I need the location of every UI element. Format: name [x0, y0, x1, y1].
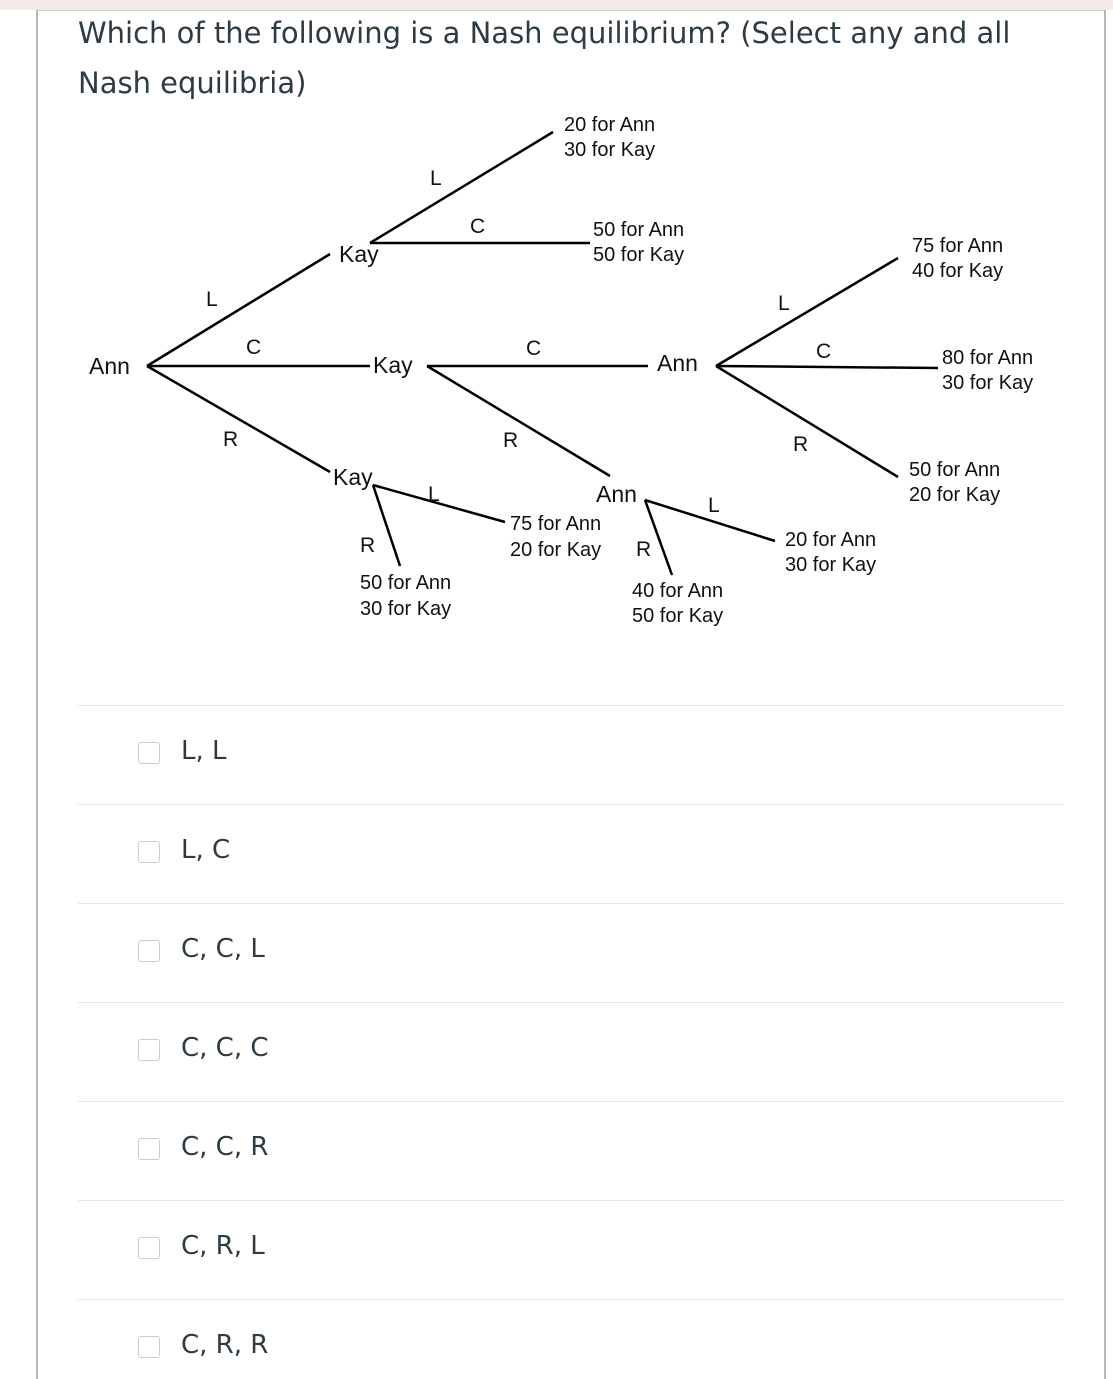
payoff-4-ann: 80 for Ann — [942, 347, 1034, 369]
node-kay-bot: Kay — [333, 464, 373, 490]
answer-option[interactable] — [78, 1200, 1064, 1299]
move-annlow-R: R — [636, 538, 652, 561]
answer-label[interactable]: L, C — [181, 835, 231, 865]
answer-label[interactable]: C, C, C — [181, 1033, 269, 1063]
payoff-8-ann: 50 for Ann — [360, 572, 452, 594]
payoff-7-ann: 75 for Ann — [510, 513, 602, 535]
answer-option[interactable] — [78, 903, 1064, 1002]
move-kaymid-C: C — [526, 337, 542, 360]
edge-annmid-C — [716, 366, 938, 368]
payoff-4-kay: 30 for Kay — [942, 372, 1034, 394]
answer-option[interactable] — [78, 1002, 1064, 1101]
question-text: Which of the following is a Nash equilibrium? (Select any and all Nash equilibria) — [78, 16, 1011, 100]
node-ann-root: Ann — [89, 353, 130, 379]
answer-checkbox[interactable] — [138, 742, 160, 764]
payoff-7-kay: 20 for Kay — [510, 539, 602, 561]
answer-label[interactable]: C, R, R — [181, 1330, 269, 1360]
edge-kaymid-R — [427, 366, 610, 476]
answer-checkbox[interactable] — [138, 1039, 160, 1061]
payoff-1-kay: 30 for Kay — [564, 139, 656, 161]
move-ann-R: R — [223, 428, 239, 451]
answer-option[interactable] — [78, 804, 1064, 903]
answer-checkbox[interactable] — [138, 940, 160, 962]
move-ann-L: L — [206, 288, 218, 311]
edge-ann-L — [147, 254, 330, 366]
edge-annmid-L — [716, 258, 898, 366]
node-kay-top: Kay — [339, 241, 379, 267]
move-annmid-L: L — [778, 292, 790, 315]
move-kaymid-R: R — [503, 429, 519, 452]
answer-checkbox[interactable] — [138, 1336, 160, 1358]
edge-ann-R — [147, 366, 330, 472]
answer-option[interactable] — [78, 1101, 1064, 1200]
answer-label[interactable]: C, R, L — [181, 1231, 265, 1261]
payoff-5-kay: 20 for Kay — [909, 484, 1001, 506]
move-annmid-C: C — [816, 340, 832, 363]
payoff-3-ann: 75 for Ann — [912, 235, 1004, 257]
answer-label[interactable]: C, C, L — [181, 934, 265, 964]
payoff-8-kay: 30 for Kay — [360, 598, 452, 620]
edge-annmid-R — [716, 366, 898, 477]
node-kay-mid: Kay — [373, 352, 413, 378]
move-kaytop-C: C — [470, 215, 486, 238]
payoff-2-kay: 50 for Kay — [593, 244, 685, 266]
payoff-3-kay: 40 for Kay — [912, 260, 1004, 282]
move-kaybot-L: L — [428, 483, 440, 506]
answer-checkbox[interactable] — [138, 1138, 160, 1160]
payoff-9-kay: 50 for Kay — [632, 605, 724, 627]
answer-label[interactable]: L, L — [181, 736, 227, 766]
answer-option[interactable] — [78, 705, 1064, 804]
answer-label[interactable]: C, C, R — [181, 1132, 269, 1162]
move-kaytop-L: L — [430, 167, 442, 190]
payoff-6-kay: 30 for Kay — [785, 554, 877, 576]
answer-option[interactable] — [78, 1299, 1064, 1379]
payoff-9-ann: 40 for Ann — [632, 580, 724, 602]
move-annlow-L: L — [708, 494, 720, 517]
edge-kaytop-L — [370, 132, 553, 243]
payoff-5-ann: 50 for Ann — [909, 459, 1001, 481]
payoff-1-ann: 20 for Ann — [564, 114, 656, 136]
move-kaybot-R: R — [360, 534, 376, 557]
payoff-6-ann: 20 for Ann — [785, 529, 877, 551]
payoff-2-ann: 50 for Ann — [593, 219, 685, 241]
answer-checkbox[interactable] — [138, 1237, 160, 1259]
move-annmid-R: R — [793, 433, 809, 456]
move-ann-C: C — [246, 336, 262, 359]
edge-kaybot-R — [373, 485, 400, 566]
answer-checkbox[interactable] — [138, 841, 160, 863]
node-ann-low: Ann — [596, 481, 637, 507]
node-ann-mid: Ann — [657, 350, 698, 376]
